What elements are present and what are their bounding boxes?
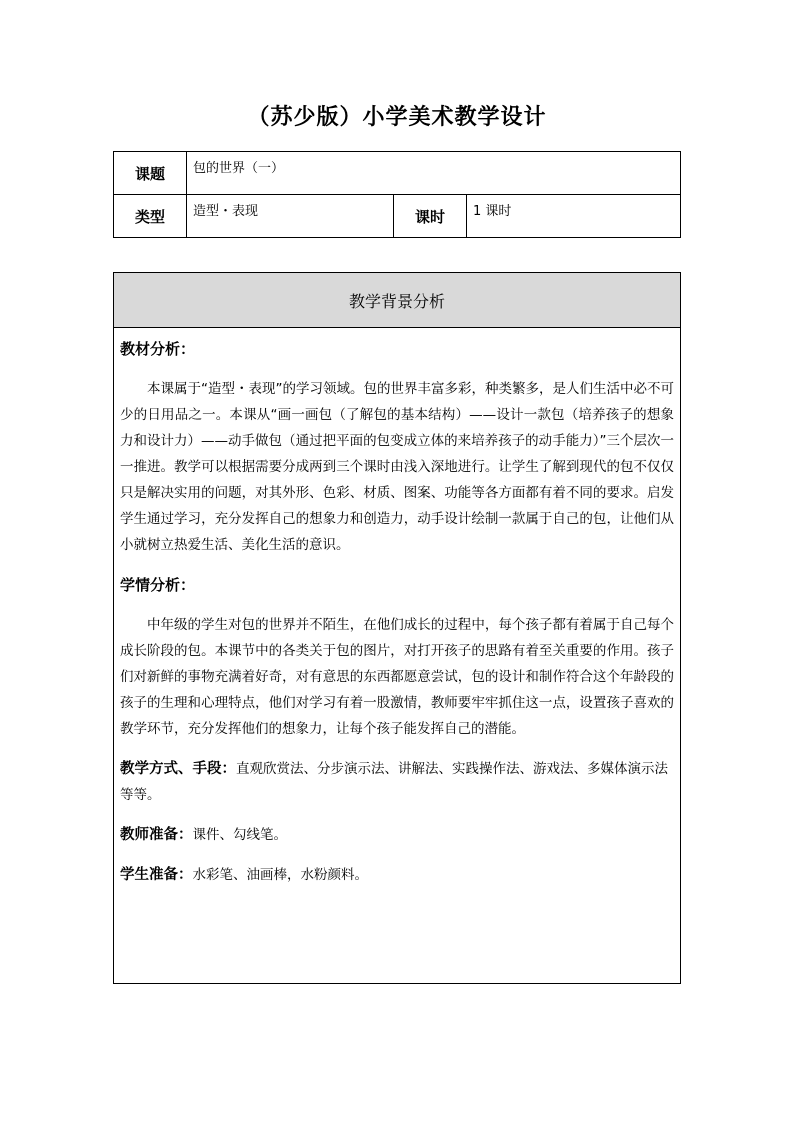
- period-label: 课时: [394, 195, 467, 238]
- teaching-method-line: [120, 756, 674, 808]
- material-analysis-heading: 教材分析：: [120, 340, 196, 358]
- lesson-info-table: [113, 151, 681, 238]
- student-analysis-text: 中年级的学生对包的世界并不陌生，在他们成长的过程中，每个孩子都有着属于自己每个成长阶段的包。本课节中的各类关于包的图片，对打开孩子的思路有着至关重要的作用。孩子们对新鲜的事物充满着好奇，对有意思的东西都愿意尝试，包的设计和制作符合这个年龄段的孩子的生理和心理特点，他们对学习有着一股激情，教师要牢牢抓住这一点，设置孩子喜欢的教学环节，充分发挥他们的想象力，让每个孩子能发挥自己的潜能。: [120, 617, 674, 737]
- type-label: 类型: [114, 195, 187, 238]
- type-value: 造型・表现: [187, 195, 394, 238]
- student-prep-text: 水彩笔、油画棒，水粉颜料。: [192, 867, 368, 883]
- teacher-prep-text: 课件、勾线笔。: [192, 827, 287, 843]
- teacher-prep-line: [120, 822, 674, 848]
- student-analysis-heading: 学情分析：: [120, 576, 196, 594]
- table-row: [114, 152, 681, 195]
- material-analysis-text: 本课属于“造型・表现”的学习领域。包的世界丰富多彩，种类繁多，是人们生活中必不可少的日用品之一。本课从“画一画包（了解包的基本结构）——设计一款包（培养孩子的想象力和设计力）——动手做包（通过把平面的包变成立体的来培养孩子的动手能力）”三个层次一一推进。教学可以根据需要分成两到三个课时由浅入深地进行。让学生了解到现代的包不仅仅只是解决实用的问题，对其外形、色彩、材质、图案、功能等各方面都有着不同的要求。启发学生通过学习，充分发挥自己的想象力和创造力，动手设计绘制一款属于自己的包，让他们从小就树立热爱生活、美化生活的意识。: [120, 381, 674, 553]
- period-value: 1 课时: [467, 195, 681, 238]
- teacher-prep-label: 教师准备：: [120, 827, 193, 843]
- teaching-method-label: 教学方式、手段：: [120, 761, 236, 777]
- section-content: [114, 336, 680, 888]
- student-prep-line: [120, 862, 674, 888]
- student-prep-label: 学生准备：: [120, 867, 193, 883]
- table-row: [114, 195, 681, 238]
- teaching-background-section: [113, 272, 681, 984]
- topic-label: 课题: [114, 152, 187, 195]
- topic-value: 包的世界（一）: [187, 152, 681, 195]
- teaching-method-text: 直观欣赏法、分步演示法、讲解法、实践操作法、游戏法、多媒体演示法等等。: [120, 761, 668, 803]
- section-header: 教学背景分析: [114, 273, 680, 328]
- page-title: （苏少版）小学美术教学设计: [247, 105, 547, 130]
